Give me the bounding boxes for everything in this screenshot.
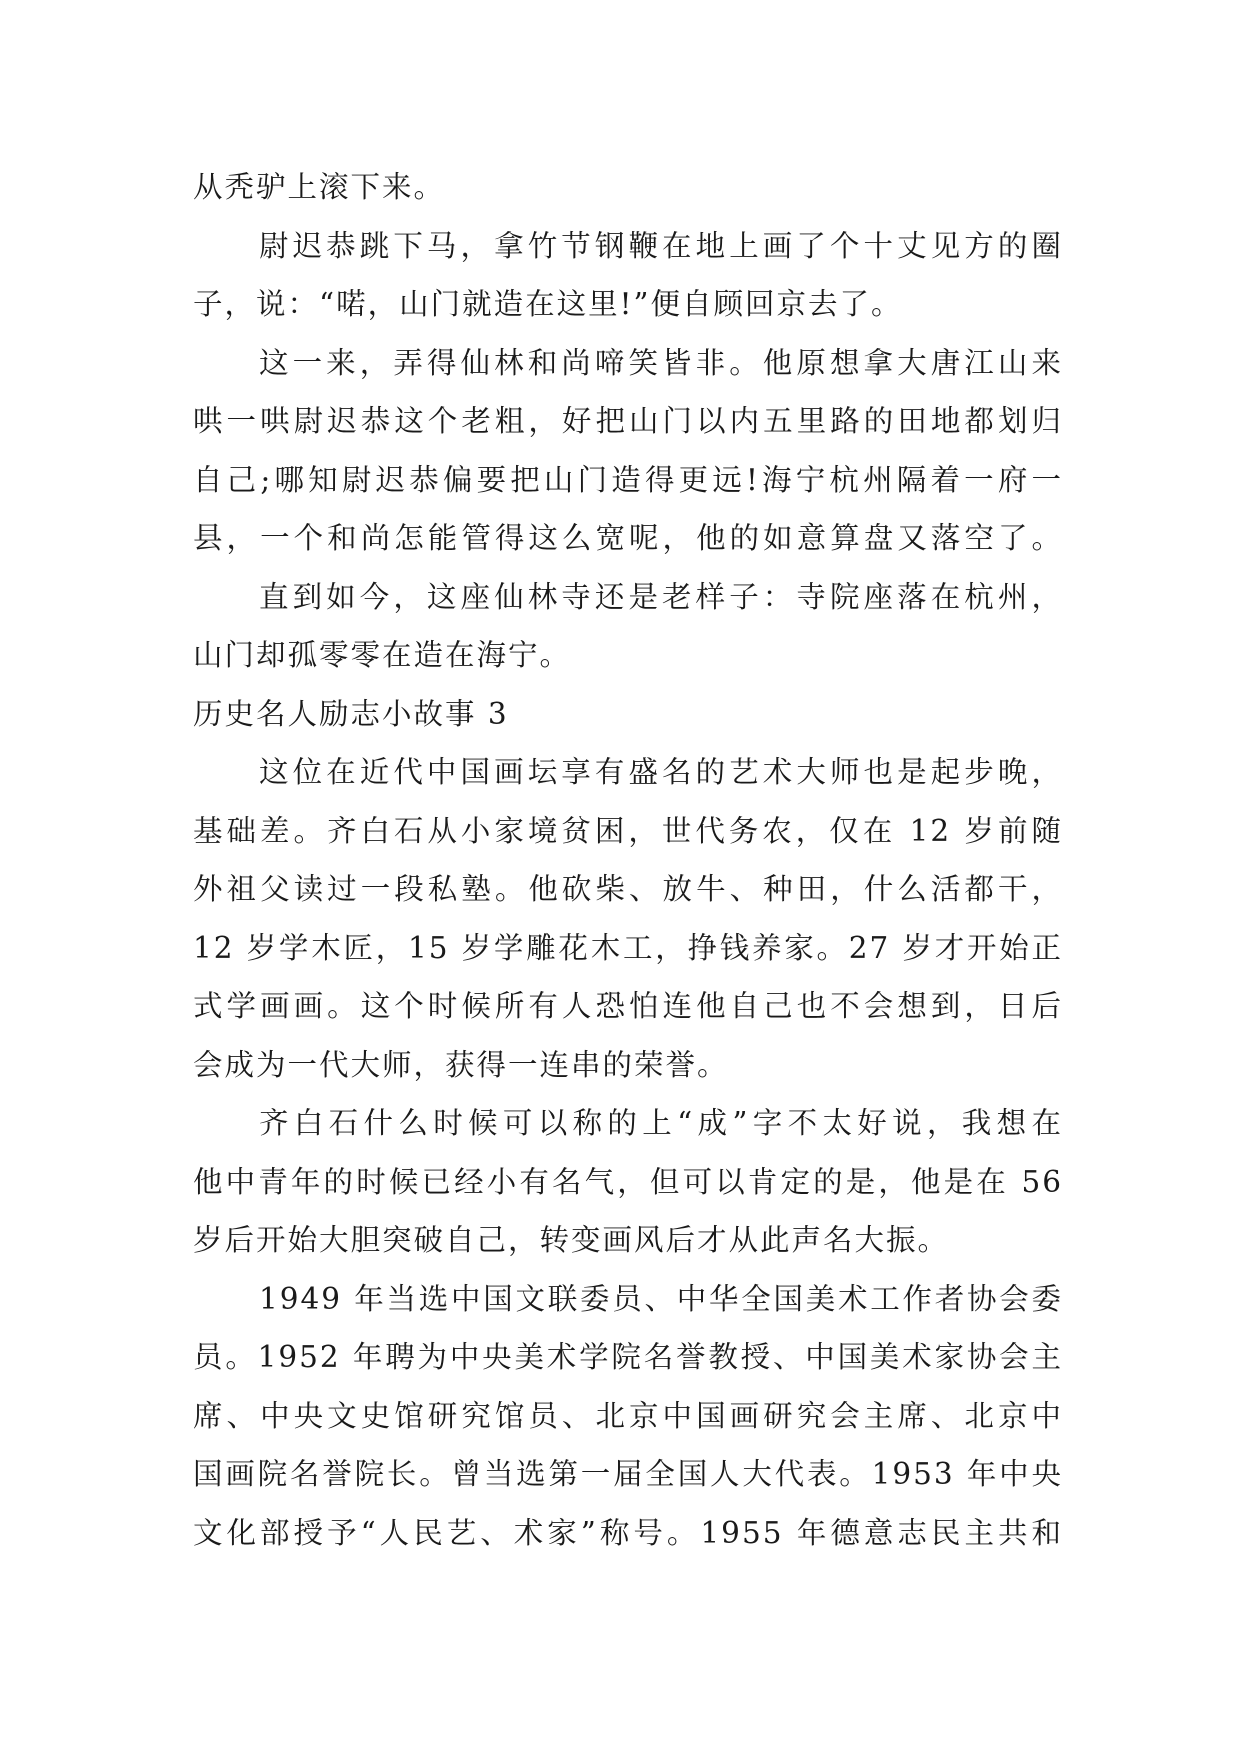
text-line: 外祖父读过一段私塾。他砍柴、放牛、种田，什么活都干， xyxy=(193,872,1063,906)
text-line: 尉迟恭跳下马，拿竹节钢鞭在地上画了个十丈见方的圈 xyxy=(259,228,1063,263)
text-line: 12 岁学木匠，15 岁学雕花木工，挣钱养家。27 岁才开始正 xyxy=(193,930,1063,965)
text-line: 席、中央文史馆研究馆员、北京中国画研究会主席、北京中 xyxy=(193,1398,1063,1433)
text-line: 从秃驴上滚下来。 xyxy=(193,170,446,204)
document-body xyxy=(193,158,1063,1562)
text-line: 1949 年当选中国文联委员、中华全国美术工作者协会委 xyxy=(259,1281,1063,1316)
text-line: 基础差。齐白石从小家境贫困，世代务农，仅在 12 岁前随 xyxy=(193,813,1063,848)
text-line: 国画院名誉院长。曾当选第一届全国人大代表。1953 年中央 xyxy=(193,1457,1063,1491)
text-line: 会成为一代大师，获得一连串的荣誉。 xyxy=(193,1047,729,1082)
text-line: 这一来，弄得仙林和尚啼笑皆非。他原想拿大唐江山来 xyxy=(259,345,1063,380)
text-line: 岁后开始大胆突破自己，转变画风后才从此声名大振。 xyxy=(193,1223,950,1257)
text-line: 历史名人励志小故事 3 xyxy=(193,696,509,731)
text-line: 县，一个和尚怎能管得这么宽呢，他的如意算盘又落空了。 xyxy=(193,521,1063,555)
text-line: 齐白石什么时候可以称的上“成”字不太好说，我想在 xyxy=(259,1106,1063,1140)
text-line: 山门却孤零零在造在海宁。 xyxy=(193,638,572,672)
text-line: 直到如今，这座仙林寺还是老样子：寺院座落在杭州， xyxy=(259,579,1063,614)
text-line: 文化部授予“人民艺、术家”称号。1955 年德意志民主共和 xyxy=(193,1515,1063,1550)
text-line: 哄一哄尉迟恭这个老粗，好把山门以内五里路的田地都划归 xyxy=(193,404,1063,438)
text-line: 式学画画。这个时候所有人恐怕连他自己也不会想到，日后 xyxy=(193,989,1063,1023)
text-line: 员。1952 年聘为中央美术学院名誉教授、中国美术家协会主 xyxy=(193,1340,1063,1374)
text-line: 这位在近代中国画坛享有盛名的艺术大师也是起步晚， xyxy=(259,755,1063,789)
text-line: 子，说：“喏，山门就造在这里!”便自顾回京去了。 xyxy=(193,287,903,321)
text-line: 他中青年的时候已经小有名气，但可以肯定的是，他是在 56 xyxy=(193,1164,1063,1199)
text-line: 自己;哪知尉迟恭偏要把山门造得更远!海宁杭州隔着一府一 xyxy=(193,462,1063,497)
